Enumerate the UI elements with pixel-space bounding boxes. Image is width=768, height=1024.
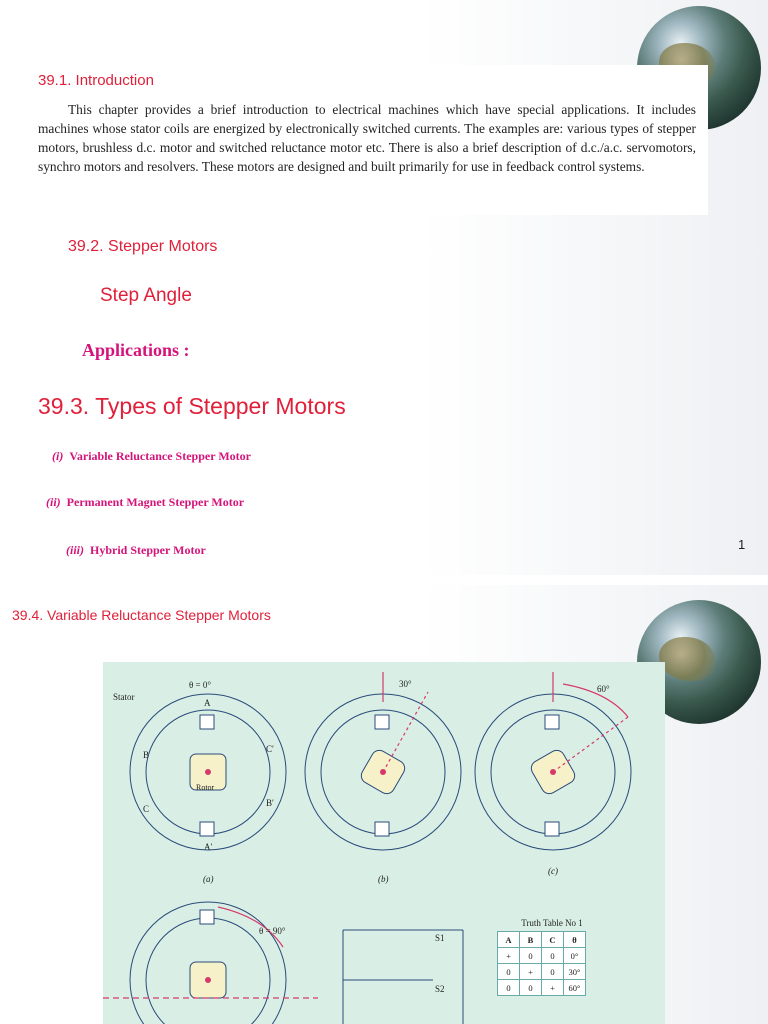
type-item-num: (ii) bbox=[46, 495, 61, 509]
table-header: C bbox=[542, 932, 564, 948]
table-cell: + bbox=[498, 948, 520, 964]
applications-heading: Applications : bbox=[82, 340, 190, 360]
table-cell: 30° bbox=[564, 964, 586, 980]
table-cell: 60° bbox=[564, 980, 586, 996]
type-item bbox=[66, 543, 206, 558]
table-row bbox=[498, 948, 586, 964]
type-item-label: Permanent Magnet Stepper Motor bbox=[66, 495, 245, 509]
switch-s2: S2 bbox=[435, 984, 445, 994]
types-heading: 39.3. Types of Stepper Motors bbox=[38, 393, 346, 419]
angle-d: θ = 90° bbox=[259, 926, 286, 936]
type-item-num: (i) bbox=[52, 449, 64, 463]
intro-paragraph: This chapter provides a brief introduction to electrical machines which have special applications. It includes machines whose stator coils are energized by electronically switched currents. The examples are: various types of stepper motors, brushless d.c. motor and switched reluctance motor etc. There is also a brief description of d.c./a.c. servomotors, synchro motors and resolvers. These motors are designed and built primarily for use in feedback control systems. bbox=[38, 102, 696, 174]
intro-heading: 39.1. Introduction bbox=[38, 72, 154, 89]
page-number: 1 bbox=[738, 537, 746, 552]
type-item bbox=[46, 495, 244, 510]
vr-heading: 39.4. Variable Reluctance Stepper Motors bbox=[12, 607, 271, 623]
table-cell: 0° bbox=[564, 948, 586, 964]
type-item bbox=[52, 449, 251, 464]
pole-a: A bbox=[204, 698, 211, 708]
stepper-heading: 39.2. Stepper Motors bbox=[68, 238, 218, 255]
table-row bbox=[498, 932, 586, 948]
type-item-num: (iii) bbox=[66, 543, 84, 557]
pole-b: B bbox=[143, 750, 150, 760]
angle-a: θ = 0° bbox=[189, 680, 211, 690]
table-cell: + bbox=[520, 964, 542, 980]
type-item-label: Variable Reluctance Stepper Motor bbox=[69, 449, 251, 463]
caption-a: (a) bbox=[203, 874, 214, 884]
pole-a-prime: A′ bbox=[204, 842, 213, 852]
angle-b: 30° bbox=[399, 679, 412, 689]
angle-c: 60° bbox=[597, 684, 610, 694]
table-cell: 0 bbox=[542, 948, 564, 964]
table-header: B bbox=[520, 932, 542, 948]
switch-s1: S1 bbox=[435, 933, 445, 943]
step-angle-heading: Step Angle bbox=[100, 285, 192, 306]
type-item-label: Hybrid Stepper Motor bbox=[90, 543, 206, 557]
table-row bbox=[498, 980, 586, 996]
truth-table-grid bbox=[497, 931, 586, 996]
table-cell: 0 bbox=[542, 964, 564, 980]
table-cell: + bbox=[542, 980, 564, 996]
table-cell: 0 bbox=[520, 980, 542, 996]
table-header: θ bbox=[564, 932, 586, 948]
table-header: A bbox=[498, 932, 520, 948]
table-row bbox=[498, 964, 586, 980]
rotor-label: Rotor bbox=[196, 783, 215, 792]
pole-b-prime: B′ bbox=[266, 798, 274, 808]
stator-label: Stator bbox=[113, 692, 135, 702]
caption-c: (c) bbox=[548, 866, 558, 876]
pole-c-prime: C′ bbox=[266, 744, 274, 754]
table-cell: 0 bbox=[498, 980, 520, 996]
table-cell: 0 bbox=[498, 964, 520, 980]
caption-b: (b) bbox=[378, 874, 389, 884]
table-cell: 0 bbox=[520, 948, 542, 964]
truth-table-title: Truth Table No 1 bbox=[521, 918, 583, 928]
pole-c: C bbox=[143, 804, 150, 814]
truth-table bbox=[497, 918, 607, 996]
